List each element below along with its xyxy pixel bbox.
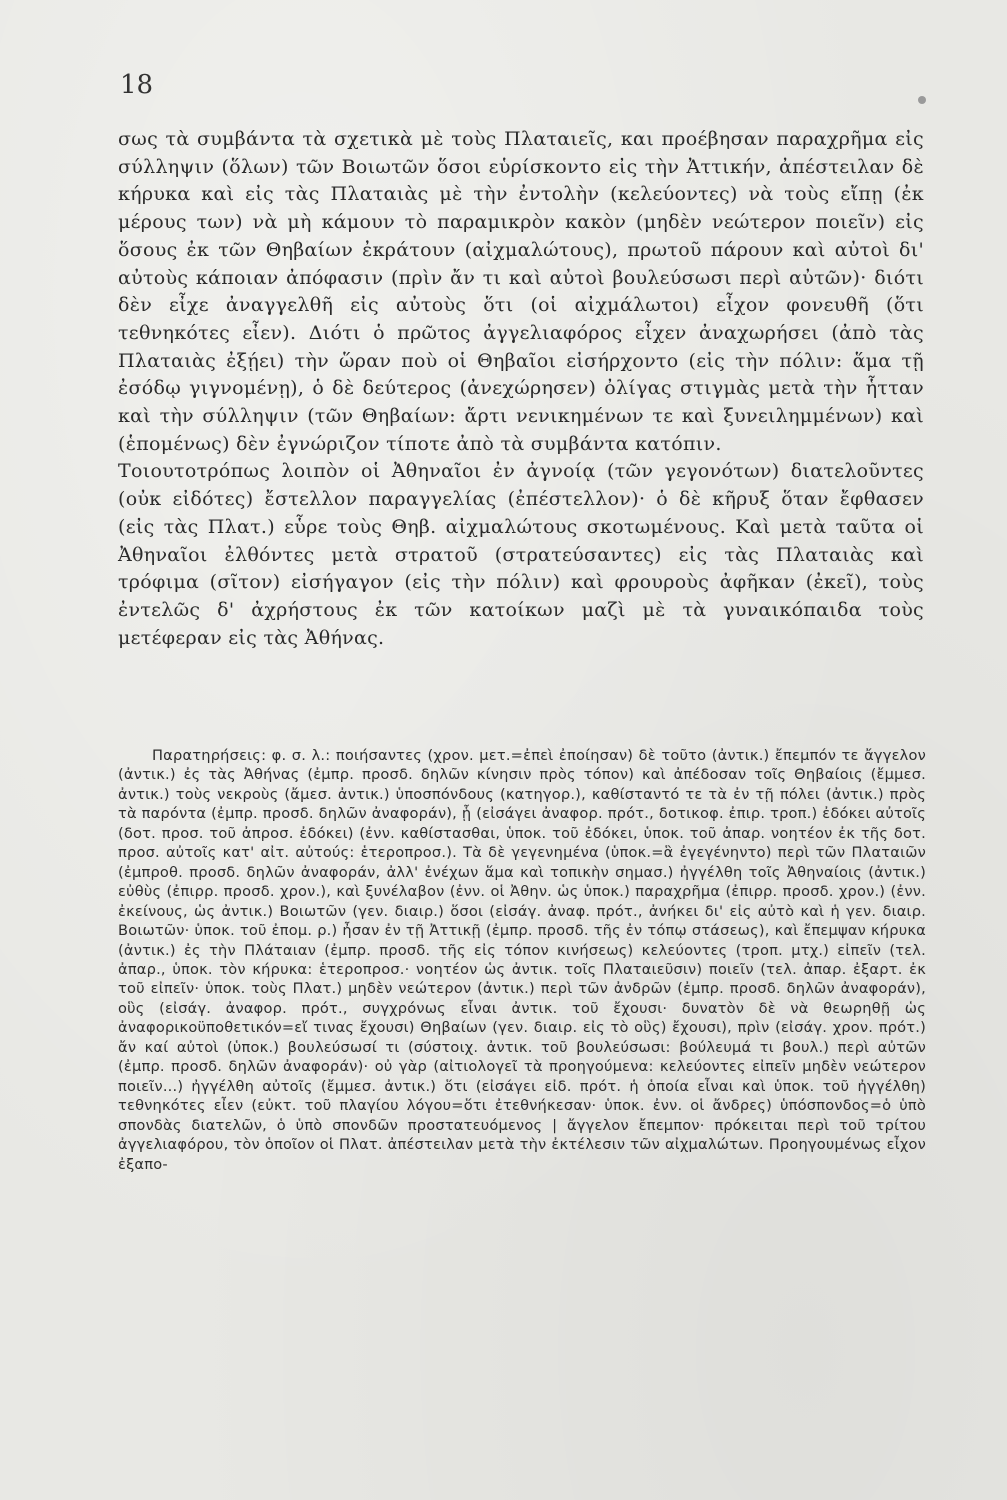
paragraph-1: σως τὰ συμβάντα τὰ σχετικὰ μὲ τοὺς Πλαταιεῖς, και προέβησαν παραχρῆμα εἰς σύλληψιν (ὅλων) τῶν Βοιωτῶν ὅσοι εὑρίσκοντο εἰς τὴν Ἀττικήν, ἀπέστειλαν δὲ κήρυκα καὶ εἰς τὰς Πλαταιὰς μὲ τὴν ἐντολὴν (κελεύοντες) νὰ τοὺς εἴπῃ (ἐκ μέρους των) νὰ μὴ κάμουν τὸ παραμικρὸν κακὸν (μηδὲν νεώτερον ποιεῖν) εἰς ὅσους ἐκ τῶν Θηβαίων ἐκράτουν (αἰχμαλώτους), πρωτοῦ πάρουν καὶ αὐτοὶ δι' αὐτοὺς κάποιαν ἀπόφασιν (πρὶν ἄν τι καὶ αὐτοὶ βουλεύσωσι περὶ αὐτῶν)· διότι δὲν εἶχε ἀναγγελθῆ εἰς αὐτοὺς ὅτι (οἱ αἰχμάλωτοι) εἶχον φονευθῆ (ὅτι τεθνηκότες εἶεν). Διότι ὁ πρῶτος ἀγγελιαφόρος εἶχεν ἀναχωρήσει (ἀπὸ τὰς Πλαταιὰς ἐξῄει) τὴν ὥραν ποὺ οἱ Θηβαῖοι εἰσήρχοντο (εἰς τὴν πόλιν: ἅμα τῇ ἐσόδῳ γιγνομένῃ), ὁ δὲ δεύτερος (ἀνεχώρησεν) ὀλίγας στιγμὰς μετὰ τὴν ἧτταν καὶ τὴν σύλληψιν (τῶν Θηβαίων: ἄρτι νενικημένων τε καὶ ξυνειλημμένων) καὶ (ἑπομένως) δὲν ἐγνώριζον τίποτε ἀπὸ τὰ συμβάντα κατόπιν. [118,128,924,455]
translation-text [118,126,924,652]
paragraph-2: Τοιουτοτρόπως λοιπὸν οἱ Ἀθηναῖοι ἐν ἀγνοίᾳ (τῶν γεγονότων) διατελοῦντες (οὐκ εἰδότες) ἔστελλον παραγγελίας (ἐπέστελλον)· ὁ δὲ κῆρυξ ὅταν ἔφθασεν (εἰς τὰς Πλατ.) εὗρε τοὺς Θηβ. αἰχμαλώτους σκοτωμένους. Καὶ μετὰ ταῦτα οἱ Ἀθηναῖοι ἐλθόντες μετὰ στρατοῦ (στρατεύσαντες) εἰς τὰς Πλαταιὰς καὶ τρόφιμα (σῖτον) εἰσήγαγον (εἰς τὴν πόλιν) καὶ φρουροὺς ἀφῆκαν (ἐκεῖ), τοὺς ἐντελῶς δ' ἀχρήστους ἐκ τῶν κατοίκων μαζὶ μὲ τὰ γυναικόπαιδα τοὺς μετέφεραν εἰς τὰς Ἀθήνας. [118,460,924,649]
ink-spot [918,96,926,104]
page-number: 18 [120,70,154,100]
notes-text: Παρατηρήσεις: φ. σ. λ.: ποιήσαντες (χρον. μετ.=ἐπεὶ ἐποίησαν) δὲ τοῦτο (ἀντικ.) ἔπεμπόν τε ἄγγελον (ἀντικ.) ἐς τὰς Ἀθήνας (ἐμπρ. προσδ. δηλῶν κίνησιν πρὸς τόπον) καὶ ἀπέδοσαν τοῖς Θηβαίοις (ἔμμεσ. ἀντικ.) τοὺς νεκροὺς (ἄμεσ. ἀντικ.) ὑποσπόνδους (κατηγορ.), καθίσταντό τε τὰ ἐν τῇ πόλει (ἀντικ.) πρὸς τὰ παρόντα (ἐμπρ. προσδ. δηλῶν ἀναφοράν), ᾗ (εἰσάγει ἀναφορ. πρότ., δοτικοφ. ἐπιρ. τροπ.) ἐδόκει αὐτοῖς (δοτ. προσ. τοῦ ἀπροσ. ἐδόκει) (ἐνν. καθίστασθαι, ὑποκ. τοῦ ἐδόκει, ὑποκ. τοῦ ἀπαρ. νοητέον ἐκ τῆς δοτ. προσ. αὐτοῖς κατ' αἰτ. αὐτούς: ἑτεροπροσ.). Τὰ δὲ γεγενημένα (ὑποκ.=ἃ ἐγεγένηντο) περὶ τῶν Πλαταιῶν (ἐμπροθ. προσδ. δηλῶν ἀναφοράν, ἀλλ' ἐνέχων ἅμα καὶ τοπικὴν σημασ.) ἠγγέλθη τοῖς Ἀθηναίοις (ἀντικ.) εὐθὺς (ἐπιρρ. προσδ. χρον.), καὶ ξυνέλαβον (ἐνν. οἱ Ἀθην. ὡς ὑποκ.) παραχρῆμα (ἐπιρρ. προσδ. χρον.) (ἐνν. ἐκείνους, ὡς ἀντικ.) Βοιωτῶν (γεν. διαιρ.) ὅσοι (εἰσάγ. ἀναφ. πρότ., ἀνήκει δι' εἰς αὐτὸ καὶ ἡ γεν. διαιρ. Βοιωτῶν· ὑποκ. τοῦ ἐπομ. ρ.) ἦσαν ἐν τῇ Ἀττικῇ (ἐμπρ. προσδ. τῆς ἐν τόπῳ στάσεως), καὶ ἔπεμψαν κήρυκα (ἀντικ.) ἐς τὴν Πλάταιαν (ἐμπρ. προσδ. τῆς εἰς τόπον κινήσεως) κελεύοντες (τροπ. μτχ.) εἰπεῖν (τελ. ἀπαρ., ὑποκ. τὸν κήρυκα: ἑτεροπροσ.· νοητέον ὡς ἀντικ. τοῖς Πλαταιεῦσιν) ποιεῖν (τελ. ἀπαρ. ἐξαρτ. ἐκ τοῦ εἰπεῖν· ὑποκ. τοὺς Πλατ.) μηδὲν νεώτερον (ἀντικ.) περὶ τῶν ἀνδρῶν (ἐμπρ. προσδ. δηλῶν ἀναφοράν), οὓς (εἰσάγ. ἀναφορ. πρότ., συγχρόνως εἶναι ἀντικ. τοῦ ἔχουσι· δυνατὸν δὲ νὰ θεωρηθῇ ὡς ἀναφορικοϋποθετικόν=εἴ τινας ἔχουσι) Θηβαίων (γεν. διαιρ. εἰς τὸ οὓς) ἔχουσι), πρὶν (εἰσάγ. χρον. πρότ.) ἄν καί αὐτοὶ (ὑποκ.) βουλεύσωσί τι (σύστοιχ. ἀντικ. τοῦ βουλεύσωσι: βούλευμά τι βουλ.) περὶ αὐτῶν (ἐμπρ. προσδ. δηλῶν ἀναφοράν)· οὐ γὰρ (αἰτιολογεῖ τὰ προηγούμενα: κελεύοντες εἰπεῖν μηδὲν νεώτερον ποιεῖν...) ἠγγέλθη αὐτοῖς (ἔμμεσ. ἀντικ.) ὅτι (εἰσάγει εἰδ. πρότ. ἡ ὁποία εἶναι καὶ ὑποκ. τοῦ ἠγγέλθη) τεθνηκότες εἶεν (εὐκτ. τοῦ πλαγίου λόγου=ὅτι ἐτεθνήκεσαν· ὑποκ. ἐνν. οἱ ἄνδρες) ὑπόσπονδος=ὁ ὑπὸ σπονδὰς διατελῶν, ὁ ὑπὸ σπονδῶν προστατευόμενος | ἄγγελον ἔπεμπον· πρόκειται περὶ τοῦ τρίτου ἀγγελιαφόρου, τὸν ὁποῖον οἱ Πλατ. ἀπέστειλαν μετὰ τὴν ἐκτέλεσιν τῶν αἰχμαλώτων. Προηγουμένως εἶχον ἐξαπο- [118,747,926,1173]
grammar-notes [118,746,926,1174]
